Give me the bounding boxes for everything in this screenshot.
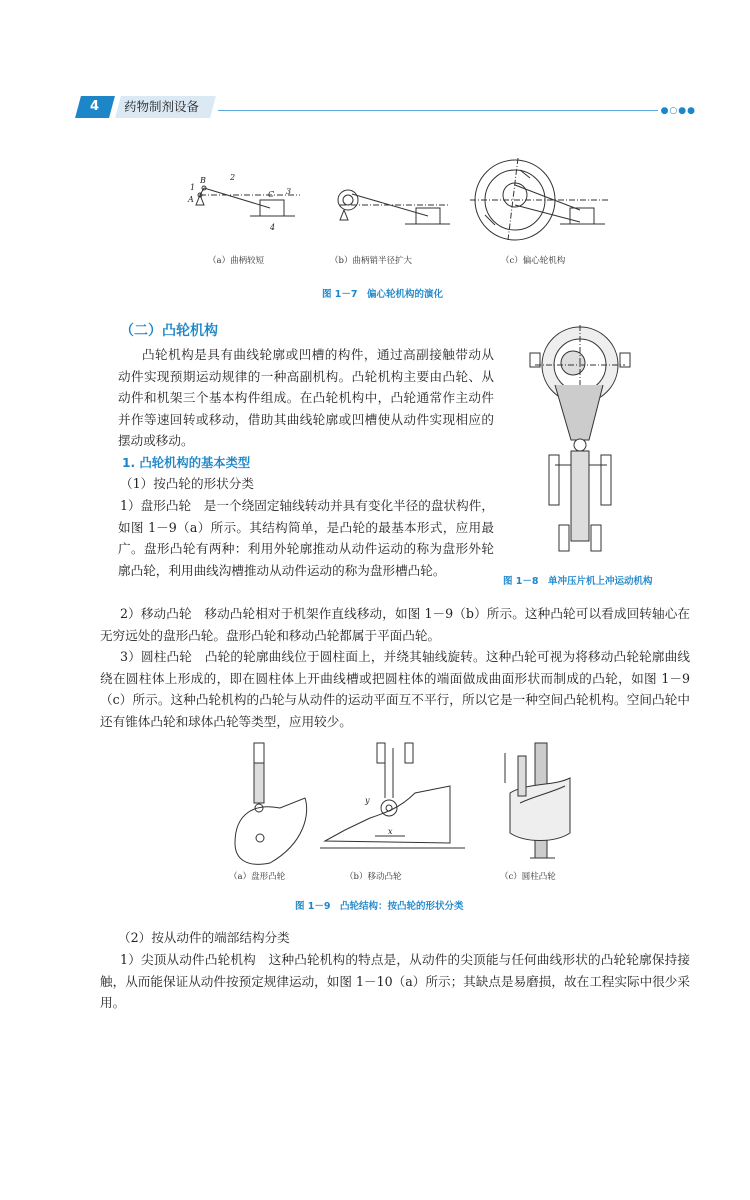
tip-follower-paragraph: 1）尖顶从动件凸轮机构 这种凸轮机构的特点是，从动件的尖顶能与任何曲线形状的凸轮轮廓保持接触，从而能保证从动件按预定规律运动，如图 1－10（a）所示；其缺点是易磨损，故在工程实际中很少采用。 bbox=[100, 952, 690, 1010]
fig-1-9-sub-b: （b）移动凸轮 bbox=[345, 872, 402, 882]
figure-1-8-diagram bbox=[515, 325, 645, 555]
fig-1-7-sub-a: （a）曲柄较短 bbox=[208, 256, 265, 266]
disc-cam-paragraph: 1）盘形凸轮 是一个绕固定轴线转动并具有变化半径的盘状构件，如图 1－9（a）所示。其结构简单，是凸轮的最基本形式，应用最广。盘形凸轮有两种：利用外轮廓推动从动件运动的称为盘形外轮廓凸轮，利用曲线沟槽推动从动件运动的称为盘形槽凸轮。 bbox=[118, 498, 494, 578]
fig-1-8-caption: 图 1－8 单冲压片机上冲运动机构 bbox=[503, 576, 653, 587]
cylinder-cam-paragraph: 3）圆柱凸轮 凸轮的轮廓曲线位于圆柱面上，并绕其轴线旋转。这种凸轮可视为将移动凸轮轮廓曲线绕在圆柱体上形成的，即在圆柱体上开曲线槽或把圆柱体的端面做成曲面形状而制成的凸轮，如图 1－9（c）所示。这种凸轮机构的凸轮与从动件的运动平面互不平行，所以它是一种空间凸轮机构。空间凸轮中还有锥体凸轮和球体凸轮等类型，应用较少。 bbox=[100, 649, 690, 729]
sub-heading: 1. 凸轮机构的基本类型 bbox=[122, 456, 251, 470]
label-a: A bbox=[188, 195, 194, 204]
fig-1-7-sub-c: （c）偏心轮机构 bbox=[501, 256, 566, 266]
label-2: 2 bbox=[230, 173, 236, 182]
header-rule bbox=[218, 110, 658, 111]
page-number: 4 bbox=[75, 96, 115, 118]
label-4: 4 bbox=[270, 223, 276, 232]
figure-1-9-diagram bbox=[225, 738, 585, 868]
by-shape-heading: （1）按凸轮的形状分类 bbox=[120, 476, 254, 491]
fig-1-9-caption: 图 1－9 凸轮结构：按凸轮的形状分类 bbox=[295, 901, 464, 912]
fig-1-9-sub-a: （a）盘形凸轮 bbox=[229, 872, 286, 882]
page-header bbox=[78, 96, 696, 118]
label-1: 1 bbox=[190, 183, 196, 192]
label-3: 3 bbox=[286, 187, 292, 196]
figure-1-7-diagram bbox=[170, 150, 610, 250]
book-title: 药物制剂设备 bbox=[115, 96, 216, 118]
label-y: y bbox=[365, 796, 370, 805]
fig-1-9-sub-c: （c）圆柱凸轮 bbox=[500, 872, 556, 882]
intro-paragraph: 凸轮机构是具有曲线轮廓或凹槽的构件，通过高副接触带动从动件实现预期运动规律的一种高副机构。凸轮机构主要由凸轮、从动件和机架三个基本构件组成。在凸轮机构中，凸轮通常作主动件并作等速回转或移动，借助其曲线轮廓或凹槽使从动件实现相应的摆动或移动。 bbox=[118, 347, 494, 448]
label-b: B bbox=[200, 176, 206, 185]
moving-cam-paragraph: 2）移动凸轮 移动凸轮相对于机架作直线移动，如图 1－9（b）所示。这种凸轮可以看成回转轴心在无穷远处的盘形凸轮。盘形凸轮和移动凸轮都属于平面凸轮。 bbox=[100, 606, 690, 643]
fig-1-7-sub-b: （b）曲柄销半径扩大 bbox=[330, 256, 412, 266]
label-c: C bbox=[268, 190, 275, 199]
label-x: x bbox=[388, 827, 393, 836]
by-end-heading: （2）按从动件的端部结构分类 bbox=[118, 930, 290, 945]
section-heading: （二）凸轮机构 bbox=[120, 323, 218, 339]
fig-1-7-caption: 图 1－7 偏心轮机构的演化 bbox=[322, 289, 444, 300]
header-dots: ●○●● bbox=[660, 106, 696, 116]
